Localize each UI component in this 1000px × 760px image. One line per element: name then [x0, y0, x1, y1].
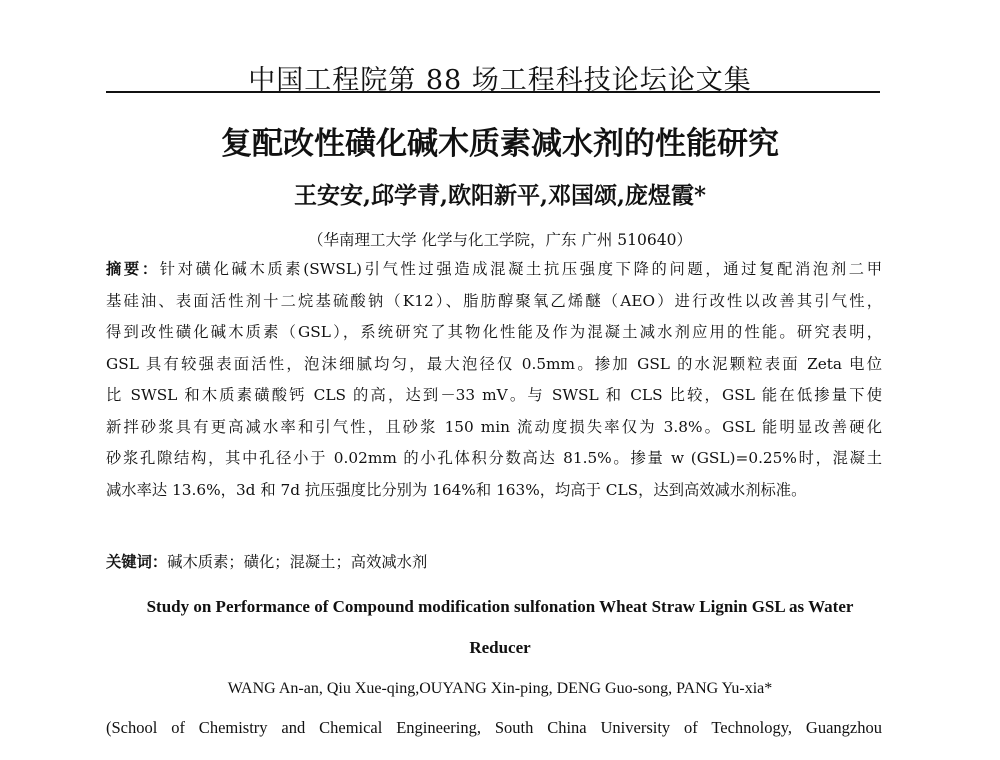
abstract-line-7: 砂浆孔隙结构，其中孔径小于 0.02mm 的小孔体积分数高达 81.5%。掺量 w (GSL)=0.25%时，混凝土	[106, 449, 882, 467]
abstract-line-3: 得到改性磺化碱木质素（GSL），系统研究了其物化性能及作为混凝土减水剂应用的性能。研究表明，	[106, 323, 882, 341]
paper-authors: 王安安,邱学青,欧阳新平,邓国颂,庞煜霞*	[293, 182, 707, 209]
english-title-line-2: Reducer	[469, 638, 531, 657]
header-rule	[106, 91, 880, 93]
english-authors: WANG An-an, Qiu Xue-qing,OUYANG Xin-ping, DENG Guo-song, PANG Yu-xia*	[227, 680, 773, 697]
abstract-line-1	[106, 254, 882, 286]
english-title-line-1: Study on Performance of Compound modification sulfonation Wheat Straw Lignin GSL as Water	[146, 597, 854, 616]
abstract-line-2: 基硅油、表面活性剂十二烷基硫酸钠（K12）、脂肪醇聚氧乙烯醚（AEO）进行改性以改善其引气性，	[106, 291, 882, 310]
abstract-line-6: 新拌砂浆具有更高减水率和引气性，且砂浆 150 min 流动度损失率仅为 3.8%。GSL 能明显改善硬化	[106, 417, 882, 436]
running-header: 中国工程院第 88 场工程科技论坛论文集	[248, 65, 752, 96]
keywords-label: 关键词：	[106, 553, 168, 571]
keywords-text: 碱木质素；磺化；混凝土；高效减水剂	[167, 553, 428, 571]
abstract-line-4: GSL 具有较强表面活性，泡沫细腻均匀，最大泡径仅 0.5mm。掺加 GSL 的水泥颗粒表面 Zeta 电位	[106, 354, 882, 373]
english-affiliation: (School of Chemistry and Chemical Engineering, South China University of Technology, Guangzhou	[106, 718, 882, 737]
abstract-line-5: 比 SWSL 和木质素磺酸钙 CLS 的高，达到－33 mV。与 SWSL 和 CLS 比较，GSL 能在低掺量下使	[106, 386, 882, 404]
abstract-label: 摘要：	[106, 260, 160, 278]
affiliation-cn: （华南理工大学 化学与化工学院，广东 广州 510640）	[308, 231, 692, 249]
abstract	[106, 254, 882, 506]
keywords	[106, 550, 882, 572]
abstract-text-1: 针对磺化碱木质素(SWSL)引气性过强造成混凝土抗压强度下降的问题，通过复配消泡剂二甲	[159, 260, 882, 278]
abstract-line-8: 减水率达 13.6%，3d 和 7d 抗压强度比分别为 164%和 163%，均高于 CLS，达到高效减水剂标准。	[106, 480, 807, 499]
paper-title: 复配改性磺化碱木质素减水剂的性能研究	[221, 126, 779, 162]
